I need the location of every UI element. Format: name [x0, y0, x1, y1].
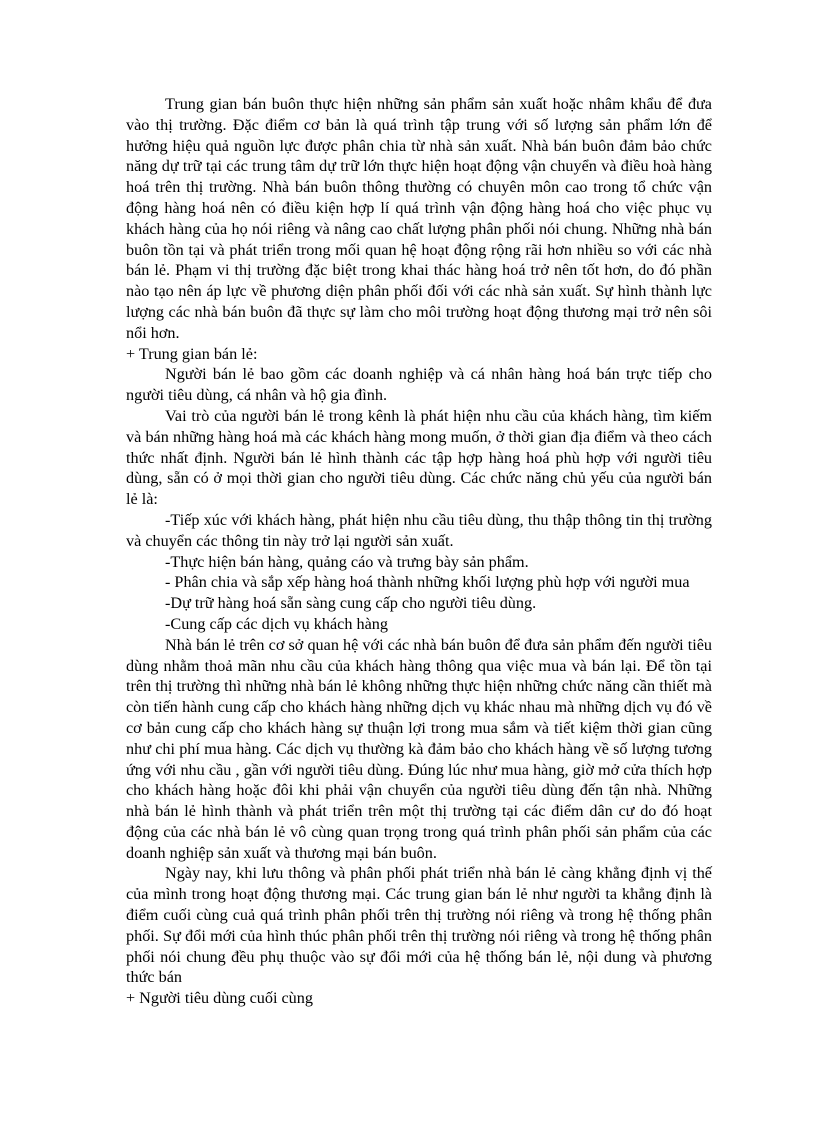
heading-retail-intermediary: + Trung gian bán lẻ: — [126, 344, 258, 363]
heading-end-consumer: + Người tiêu dùng cuối cùng — [126, 989, 313, 1008]
paragraph-wholesale-intermediary: Trung gian bán buôn thực hiện những sản phẩm sản xuất hoặc nhâm khẩu để đưa vào thị trường. Đặc điểm cơ bản là quá trình tập trung với số lượng sản phẩm lớn để hưởng hiệu quả nguồn lực được phân chia từ nhà sản xuất. Nhà bán buôn đảm bảo chức năng dự trữ tại các trung tâm dự trữ lớn thực hiện hoạt động vận chuyển và điều hoà hàng hoá trên thị trường. Nhà bán buôn thông thường có chuyên môn cao trong tổ chức vận động hàng hoá nên có điều kiện hợp lí quá trình vận động hàng hoá cho việc phục vụ khách hàng của họ nói riêng và nâng cao chất lượng phân phối nói chung. Những nhà bán buôn tồn tại và phát triển trong mối quan hệ hoạt động rộng rãi hơn nhiều so với các nhà bán lẻ. Phạm vi thị trường đặc biệt trong khai thác hàng hoá trở nên tốt hơn, do đó phần nào tạo nên áp lực về phương diện phân phối đối với các nhà sản xuất. Sự hình thành lực lượng các nhà bán buôn đã thực sự làm cho môi trường hoạt động thương mại trở nên sôi nổi hơn. — [126, 95, 712, 342]
document-page — [126, 94, 712, 1009]
list-item-stock-goods: -Dự trữ hàng hoá sẵn sàng cung cấp cho người tiêu dùng. — [165, 594, 537, 613]
paragraph-retailer-role: Vai trò của người bán lẻ trong kênh là phát hiện nhu cầu của khách hàng, tìm kiếm và bán những hàng hoá mà các khách hàng mong muốn, ở thời gian địa điểm và theo cách thức nhất định. Người bán lẻ hình thành các tập hợp hàng hoá phù hợp với người tiêu dùng, sẵn có ở mọi thời gian cho người tiêu dùng. Các chức năng chủ yếu của người bán lẻ là: — [126, 406, 712, 509]
paragraph-retailer-definition: Người bán lẻ bao gồm các doanh nghiệp và cá nhân hàng hoá bán trực tiếp cho người tiêu dùng, cá nhân và hộ gia đình. — [126, 365, 712, 405]
list-item-divide-goods: - Phân chia và sắp xếp hàng hoá thành những khối lượng phù hợp với người mua — [165, 573, 690, 592]
paragraph-retailer-relations: Nhà bán lẻ trên cơ sở quan hệ với các nhà bán buôn để đưa sản phẩm đến người tiêu dùng nhằm thoả mãn nhu cầu của khách hàng thông qua việc mua và bán lại. Để tồn tại trên thị trường thì những nhà bán lẻ không những thực hiện những chức năng cần thiết mà còn tiến hành cung cấp cho khách hàng những dịch vụ khác nhau mà những dịch vụ đó về cơ bản cung cấp cho khách hàng sự thuận lợi trong mua sắm và tiết kiệm thời gian cũng như chi phí mua hàng. Các dịch vụ thường kà đảm bảo cho khách hàng về số lượng tương ứng với nhu cầu , gần với người tiêu dùng. Đúng lúc như mua hàng, giờ mở cửa thích hợp cho khách hàng hoặc đôi khi phải vận chuyển của người tiêu dùng đến tận nhà. Những nhà bán lẻ hình thành và phát triển trên một thị trường tại các điểm dân cư do đó hoạt động của các nhà bán lẻ vô cùng quan trọng trong quá trình phân phối sản phẩm của các doanh nghiệp sản xuất và thương mại bán buôn. — [126, 635, 712, 862]
list-item-contact-customers: -Tiếp xúc với khách hàng, phát hiện nhu cầu tiêu dùng, thu thập thông tin thị trường và chuyển các thông tin này trở lại người sản xuất. — [126, 510, 712, 550]
list-item-sales-advertising: -Thực hiện bán hàng, quảng cáo và trưng bày sản phẩm. — [165, 552, 529, 571]
list-item-customer-services: -Cung cấp các dịch vụ khách hàng — [165, 614, 388, 633]
paragraph-retail-today: Ngày nay, khi lưu thông và phân phối phát triển nhà bán lẻ càng khẳng định vị thế của mình trong hoạt động thương mại. Các trung gian bán lẻ như người ta khẳng định là điểm cuối cùng cuả quá trình phân phối trên thị trường nói riêng và trong hệ thống phân phối. Sự đổi mới của hình thúc phân phối trên thị trường nói riêng và trong hệ thống phân phối nói chung đều phụ thuộc vào sự đổi mới của hệ thống bán lẻ, nội dung và phương thức bán — [126, 864, 712, 987]
